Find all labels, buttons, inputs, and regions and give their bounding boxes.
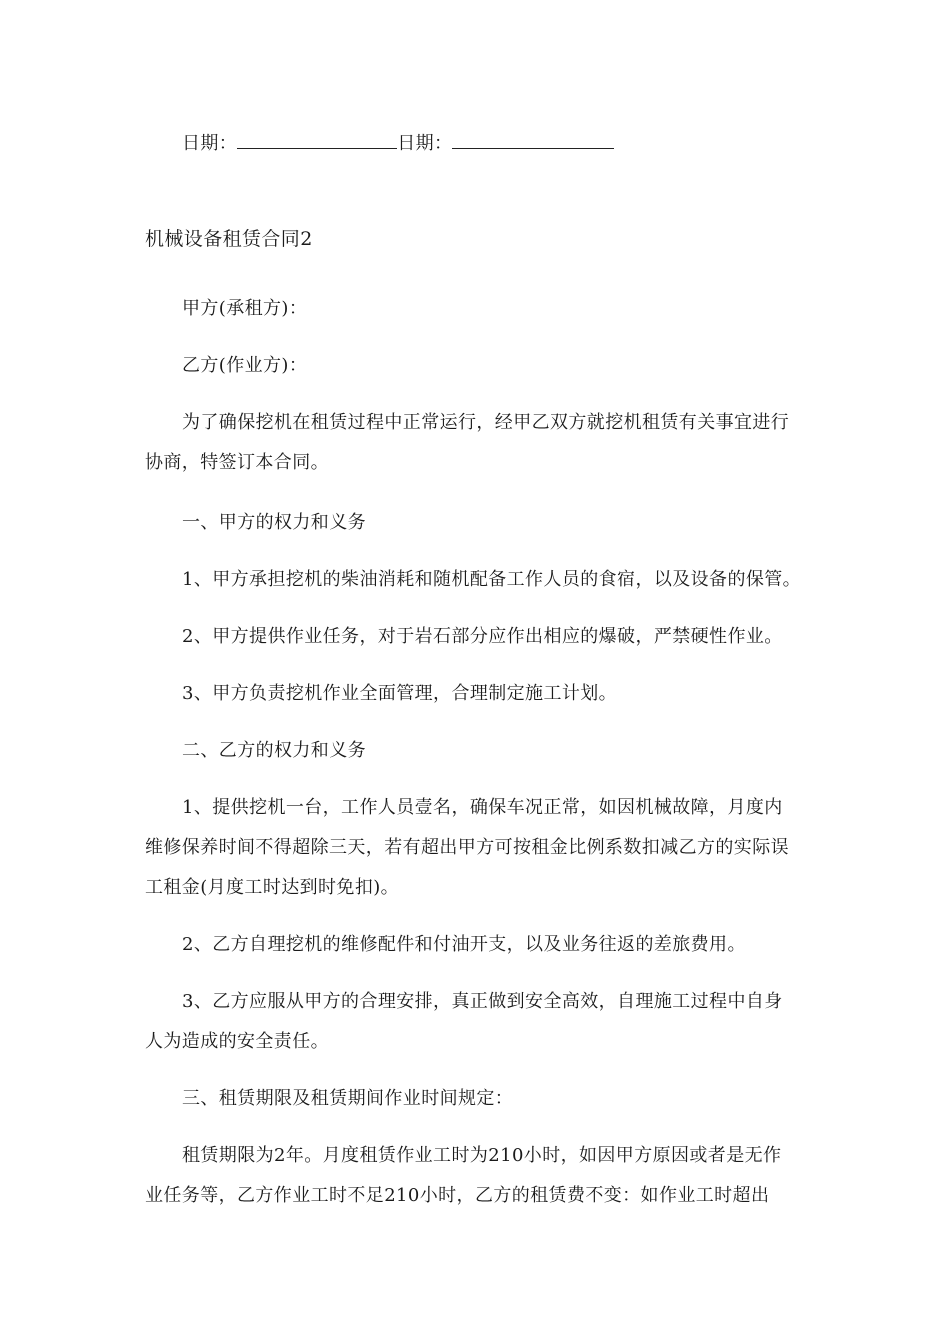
section2-item-1-line-2: 维修保养时间不得超除三天，若有超出甲方可按租金比例系数扣减乙方的实际误 — [145, 837, 789, 858]
section2-item-3-line-2: 人为造成的安全责任。 — [145, 1031, 329, 1052]
section1-heading: 一、甲方的权力和义务 — [182, 512, 366, 533]
signature-date-line — [182, 132, 614, 155]
party-b-label: 乙方(作业方)： — [182, 355, 308, 376]
date-blank-2 — [452, 132, 614, 149]
section2-item-3-line-1: 3、乙方应服从甲方的合理安排，真正做到安全高效，自理施工过程中自身 — [182, 991, 783, 1012]
intro-line-2: 协商，特签订本合同。 — [145, 452, 329, 473]
intro-line-1: 为了确保挖机在租赁过程中正常运行，经甲乙双方就挖机租赁有关事宜进行 — [182, 412, 790, 433]
date-label-1: 日期： — [182, 133, 238, 154]
section2-item-1-line-3: 工租金(月度工时达到时免扣)。 — [145, 877, 400, 898]
section3-para-line-1: 租赁期限为2年。月度租赁作业工时为210小时，如因甲方原因或者是无作 — [182, 1145, 782, 1166]
section2-item-1-line-1: 1、提供挖机一台，工作人员壹名，确保车况正常，如因机械故障，月度内 — [182, 797, 783, 818]
section2-heading: 二、乙方的权力和义务 — [182, 740, 366, 761]
party-a-label: 甲方(承租方)： — [182, 298, 308, 319]
document-title: 机械设备租赁合同2 — [145, 228, 313, 250]
date-blank-1 — [237, 132, 397, 149]
section1-item-3: 3、甲方负责挖机作业全面管理，合理制定施工计划。 — [182, 683, 618, 704]
section3-heading: 三、租赁期限及租赁期间作业时间规定： — [182, 1088, 514, 1109]
section3-para-line-2: 业任务等，乙方作业工时不足210小时，乙方的租赁费不变：如作业工时超出 — [145, 1185, 770, 1206]
date-label-2: 日期： — [397, 133, 453, 154]
section1-item-2: 2、甲方提供作业任务，对于岩石部分应作出相应的爆破，严禁硬性作业。 — [182, 626, 783, 647]
section2-item-2: 2、乙方自理挖机的维修配件和付油开支，以及业务往返的差旅费用。 — [182, 934, 746, 955]
section1-item-1: 1、甲方承担挖机的柴油消耗和随机配备工作人员的食宿，以及设备的保管。 — [182, 569, 802, 590]
